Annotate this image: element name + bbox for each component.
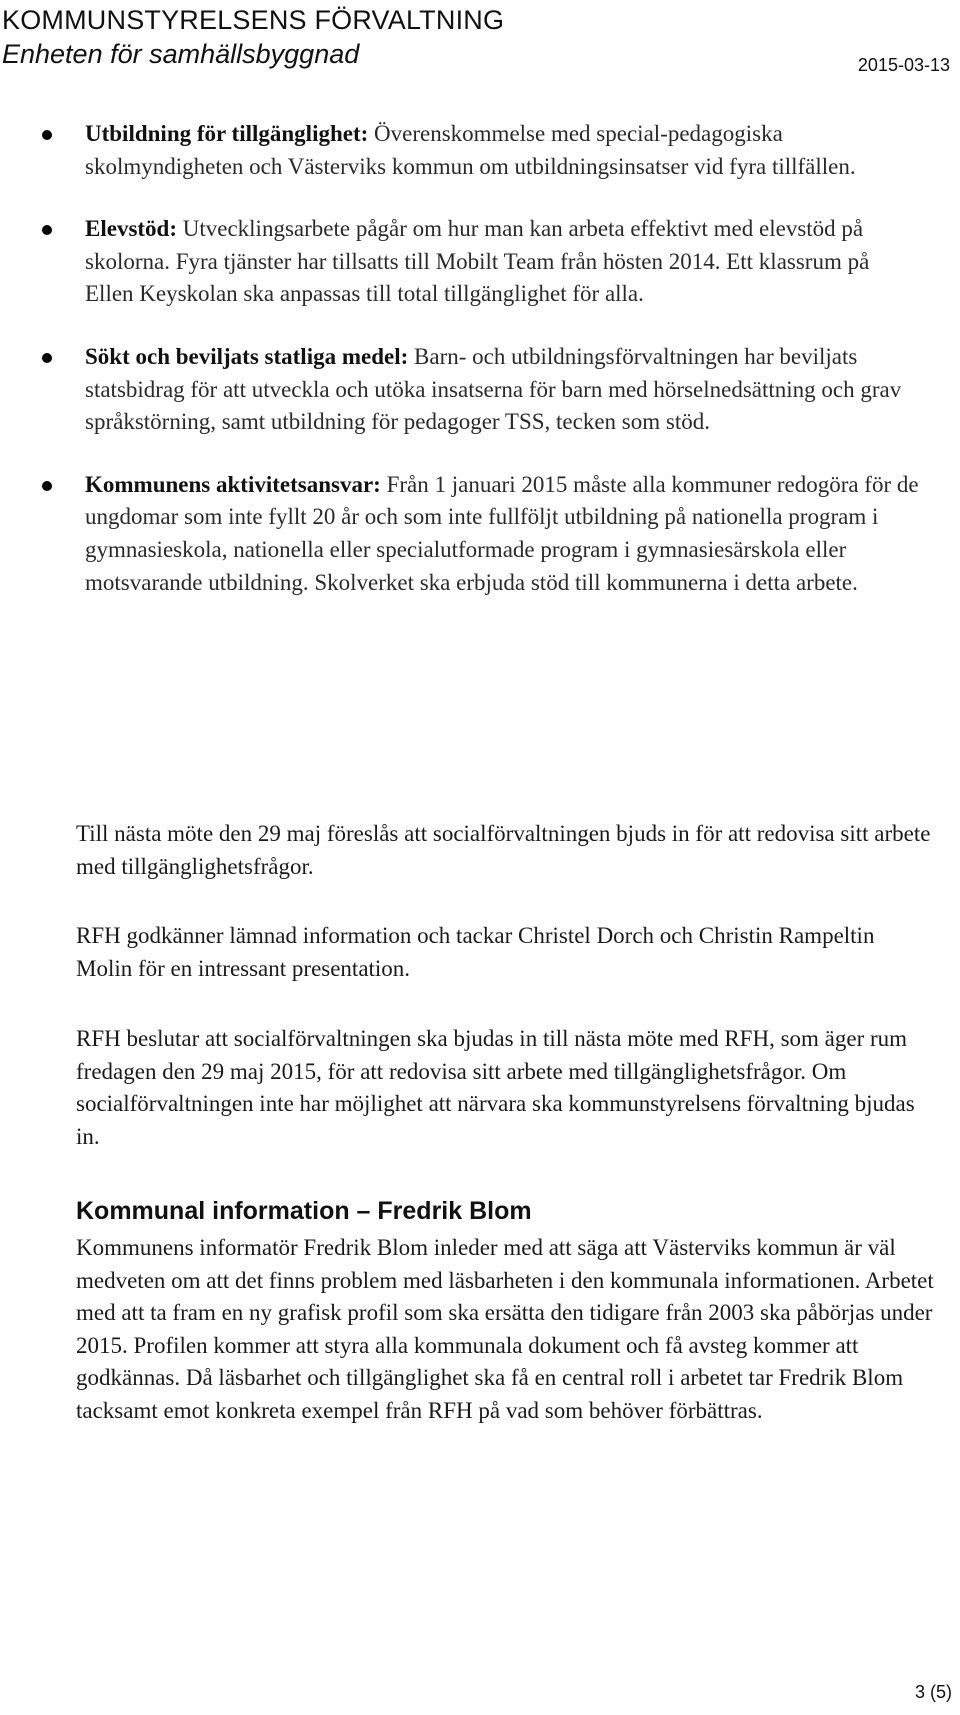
bullet-text: Från 1 januari 2015 måste alla kommuner redogöra för de ungdomar som inte fyllt 20 år och som inte fullföljt utbildning på nationella program i gymnasieskola, nationella eller specialutformade program i gymnasiesärskola eller motsvarande utbildning. Skolverket ska erbjuda stöd till kommunerna i detta arbete.	[85, 471, 919, 595]
bullet-list	[0, 118, 960, 599]
bullet-text: Utvecklingsarbete pågår om hur man kan arbeta effektivt med elevstöd på skolorna. Fyra tjänster har tillsatts till Mobilt Team från hösten 2014. Ett klassrum på Ellen Keyskolan ska anpassas till total tillgänglighet för alla.	[85, 216, 870, 307]
bullet-dot-icon	[42, 130, 52, 140]
paragraph-next-meeting: Till nästa möte den 29 maj föreslås att socialförvaltningen bjuds in för att redovisa sitt arbete med tillgänglighetsfrågor.	[76, 821, 931, 879]
department-subtitle: Enheten för samhällsbyggnad	[2, 39, 360, 69]
bullet-term: Utbildning för tillgänglighet:	[85, 121, 375, 146]
bullet-item	[0, 341, 960, 439]
section-paragraph: Kommunens informatör Fredrik Blom inleder med att säga att Västerviks kommun är väl medveten om att det finns problem med läsbarheten i den kommunala informationen. Arbetet med att ta fram en ny grafisk profil som ska ersätta den tidigare från 2003 ska påbörjas under 2015. Profilen kommer att styra alla kommunala dokument och få avsteg kommer att godkännas. Då läsbarhet och tillgänglighet ska få en central roll i arbetet tar Fredrik Blom tacksamt emot konkreta exempel från RFH på vad som behöver förbättras.	[76, 1235, 934, 1423]
bullet-term: Sökt och beviljats statliga medel:	[85, 343, 415, 369]
bullet-term: Kommunens aktivitetsansvar:	[85, 471, 387, 497]
bullet-dot-icon	[42, 481, 52, 491]
bullet-text: Överenskommelse med special-pedagogiska skolmyndigheten och Västerviks kommun om utbildningsinsatser vid fyra tillfällen.	[85, 121, 856, 179]
page-header	[0, 0, 960, 80]
bullet-term: Elevstöd:	[85, 216, 183, 242]
bullet-text: Barn- och utbildningsförvaltningen har beviljats statsbidrag för att utveckla och utöka insatserna för barn med hörselnedsättning och grav språkstörning, samt utbildning för pedagoger TSS, tecken som stöd.	[85, 343, 902, 435]
paragraph-approval: RFH godkänner lämnad information och tackar Christel Dorch och Christin Rampeltin Molin för en intressant presentation.	[76, 923, 875, 981]
organization-title: KOMMUNSTYRELSENS FÖRVALTNING	[2, 5, 505, 35]
bullet-item	[0, 469, 960, 599]
page-number: 3 (5)	[914, 1682, 952, 1702]
paragraph-decision: RFH beslutar att socialförvaltningen ska bjudas in till nästa möte med RFH, som äger rum fredagen den 29 maj 2015, för att redovisa sitt arbete med tillgänglighetsfrågor. Om socialförvaltningen inte har möjlighet att närvara ska kommunstyrelsens förvaltning bjudas in.	[76, 1026, 915, 1149]
bullet-item	[0, 213, 960, 311]
bullet-item	[0, 118, 960, 183]
bullet-dot-icon	[42, 225, 52, 235]
document-date: 2015-03-13	[857, 55, 950, 75]
section-heading: Kommunal information – Fredrik Blom	[76, 1197, 532, 1225]
bullet-dot-icon	[42, 353, 52, 363]
